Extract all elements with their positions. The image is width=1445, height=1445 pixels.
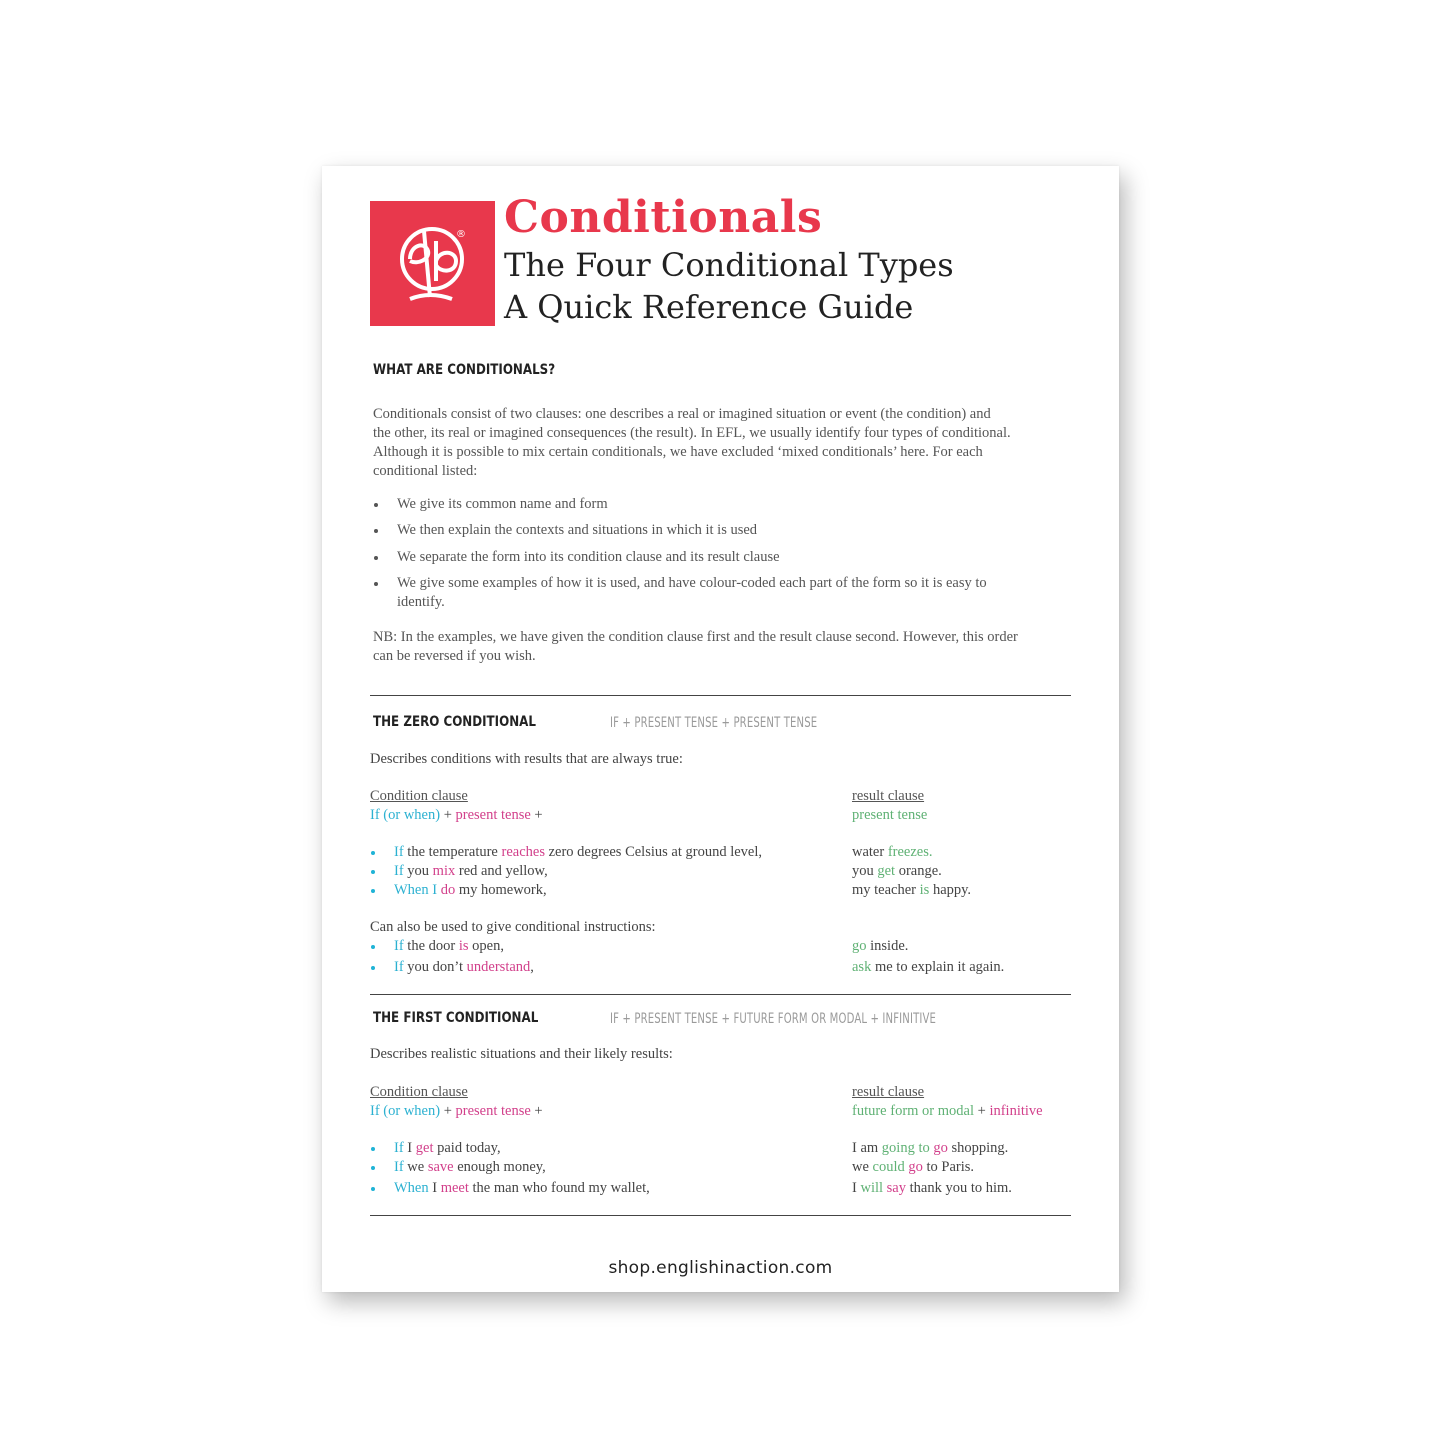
example-bullet xyxy=(371,945,375,949)
zero-description: Describes conditions with results that are always true: xyxy=(370,751,683,767)
zero-result-form: present tense xyxy=(852,807,928,823)
zero-example-result: my teacher is happy. xyxy=(852,882,972,898)
instructions-label: Can also be used to give conditional instructions: xyxy=(370,919,656,935)
worksheet-page xyxy=(322,166,1119,1292)
example-bullet xyxy=(371,966,375,970)
first-conditional-heading: THE FIRST CONDITIONAL xyxy=(373,1010,539,1026)
zero-example-condition: When I do my homework, xyxy=(394,882,547,898)
brand-logo xyxy=(370,201,495,326)
intro-line: Conditionals consist of two clauses: one describes a real or imagined situation or event (the condition) and xyxy=(373,406,991,422)
instruction-condition: If you don’t understand, xyxy=(394,959,534,975)
result-clause-label: result clause xyxy=(852,788,925,804)
nb-line: NB: In the examples, we have given the condition clause first and the result clause second. However, this order xyxy=(373,629,1018,645)
page-subtitle-2: A Quick Reference Guide xyxy=(504,288,914,326)
example-bullet xyxy=(371,1187,375,1191)
first-example-condition: If we save enough money, xyxy=(394,1159,546,1175)
first-result-form: future form or modal + infinitive xyxy=(852,1103,1043,1119)
nb-line: can be reversed if you wish. xyxy=(373,648,536,664)
section-divider xyxy=(370,695,1071,696)
section-divider xyxy=(370,1215,1071,1216)
intro-bullet: We give its common name and form xyxy=(397,496,608,512)
nb-note xyxy=(373,628,1018,666)
globe-logo-icon xyxy=(370,201,495,326)
svg-text:®: ® xyxy=(456,229,466,240)
zero-example-condition: If you mix red and yellow, xyxy=(394,863,548,879)
page-title: Conditionals xyxy=(504,192,823,243)
example-bullet xyxy=(371,1147,375,1151)
intro-bullet-continued: identify. xyxy=(397,594,445,610)
instruction-result: go inside. xyxy=(852,938,909,954)
example-bullet xyxy=(371,851,375,855)
intro-heading: WHAT ARE CONDITIONALS? xyxy=(373,362,556,378)
zero-conditional-heading: THE ZERO CONDITIONAL xyxy=(373,714,536,730)
intro-paragraph xyxy=(373,405,1011,481)
zero-example-result: you get orange. xyxy=(852,863,942,879)
example-bullet xyxy=(371,1166,375,1170)
footer-url: shop.englishinaction.com xyxy=(608,1258,833,1278)
first-example-condition: When I meet the man who found my wallet, xyxy=(394,1180,650,1196)
zero-condition-form: If (or when) + present tense + xyxy=(370,807,543,823)
intro-line: Although it is possible to mix certain conditionals, we have excluded ‘mixed conditionals’ here. For each xyxy=(373,444,983,460)
zero-example-condition: If the temperature reaches zero degrees Celsius at ground level, xyxy=(394,844,762,860)
first-example-result: we could go to Paris. xyxy=(852,1159,975,1175)
bullet-dot xyxy=(374,529,378,533)
result-clause-label: result clause xyxy=(852,1084,925,1100)
intro-line: the other, its real or imagined consequences (the result). In EFL, we usually identify four types of conditional. xyxy=(373,425,1011,441)
intro-bullet: We give some examples of how it is used, and have colour-coded each part of the form so it is easy to xyxy=(397,575,987,591)
condition-clause-label: Condition clause xyxy=(370,788,468,804)
first-example-condition: If I get paid today, xyxy=(394,1140,501,1156)
bullet-dot xyxy=(374,503,378,507)
intro-bullet: We separate the form into its condition clause and its result clause xyxy=(397,549,780,565)
page-subtitle-1: The Four Conditional Types xyxy=(504,246,954,284)
condition-clause-label: Condition clause xyxy=(370,1084,468,1100)
example-bullet xyxy=(371,870,375,874)
intro-bullet: We then explain the contexts and situations in which it is used xyxy=(397,522,758,538)
first-example-result: I will say thank you to him. xyxy=(852,1180,1012,1196)
first-description: Describes realistic situations and their likely results: xyxy=(370,1046,673,1062)
example-bullet xyxy=(371,889,375,893)
instruction-result: ask me to explain it again. xyxy=(852,959,1005,975)
instruction-condition: If the door is open, xyxy=(394,938,504,954)
first-condition-form: If (or when) + present tense + xyxy=(370,1103,543,1119)
bullet-dot xyxy=(374,582,378,586)
first-conditional-formula: IF + PRESENT TENSE + FUTURE FORM OR MODAL + INFINITIVE xyxy=(610,1011,937,1027)
section-divider xyxy=(370,994,1071,995)
zero-conditional-formula: IF + PRESENT TENSE + PRESENT TENSE xyxy=(610,715,818,731)
bullet-dot xyxy=(374,556,378,560)
intro-line: conditional listed: xyxy=(373,463,478,479)
zero-example-result: water freezes. xyxy=(852,844,933,860)
first-example-result: I am going to go shopping. xyxy=(852,1140,1009,1156)
